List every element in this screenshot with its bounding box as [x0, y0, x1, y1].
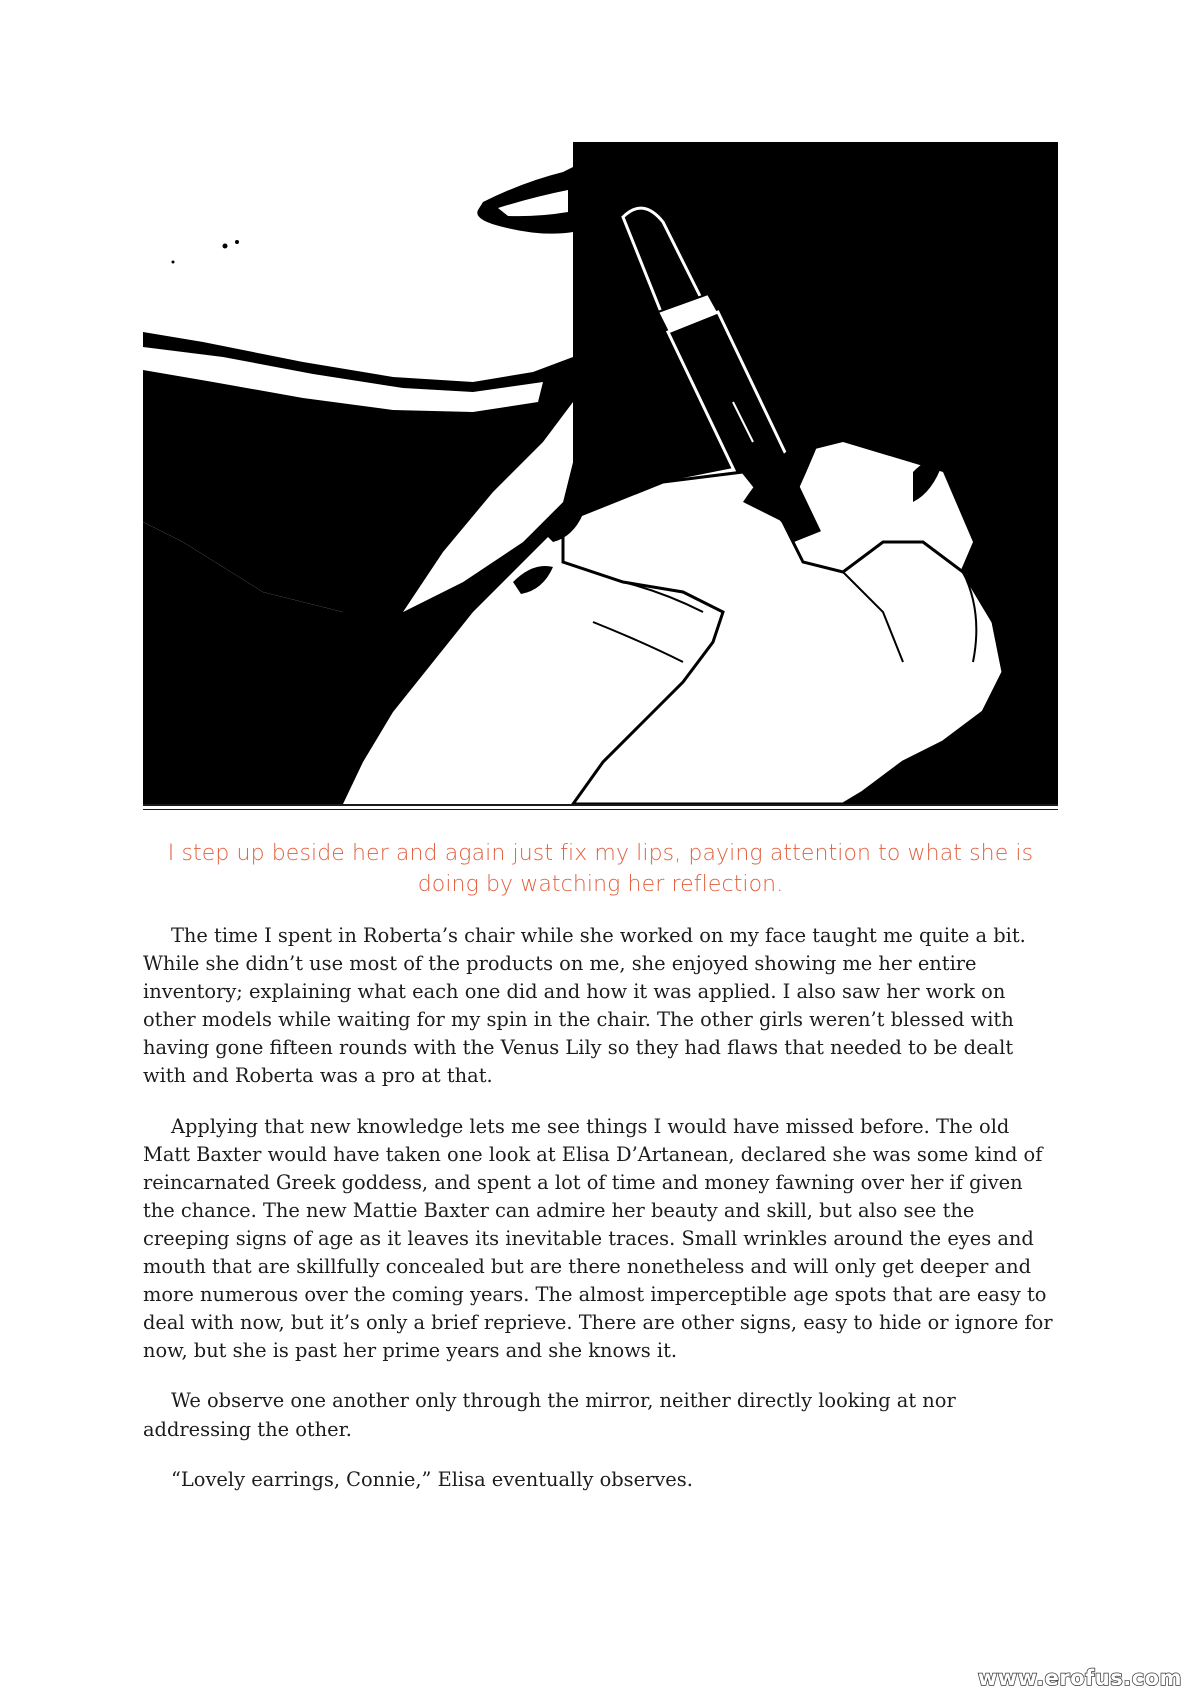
paragraph: “Lovely earrings, Connie,” Elisa eventually observes.: [171, 1467, 693, 1491]
watermark: www.erofus.com: [977, 1666, 1182, 1690]
caption: I step up beside her and again just fix my lips, paying attention to what she is doing by watching her reflection.: [167, 841, 1034, 897]
nail-ring: [513, 566, 553, 594]
paragraph: We observe one another only through the mirror, neither directly looking at nor addressing the other.: [143, 1389, 956, 1441]
illustration-border: [143, 804, 1058, 806]
illustration-border-thin: [143, 809, 1058, 810]
paragraph: Applying that new knowledge lets me see things I would have missed before. The old Matt Baxter would have taken one look at Elisa D’Artanean, declared she was some kind of reincarnated Greek goddess, and spent a lot of time and money fawning over her if given the chance. The new Mattie Baxter can admire her beauty and skill, but also see the creeping signs of age as it leaves its inevitable traces. Small wrinkles around the eyes and mouth that are skillfully concealed but are there nonetheless and will only get deeper and more numerous over the coming years. The almost imperceptible age spots that are easy to deal with now, but it’s only a brief reprieve. There are other signs, easy to hide or ignore for now, but she is past her prime years and she knows it.: [143, 1114, 1053, 1363]
paragraph: The time I spent in Roberta’s chair while she worked on my face taught me quite a bit. While she didn’t use most of the products on me, she enjoyed showing me her entire inventory; explaining what each one did and how it was applied. I also saw her work on other models while waiting for my spin in the chair. The other girls weren’t blessed with having gone fifteen rounds with the Venus Lily so they had flaws that needed to be dealt with and Roberta was a pro at that.: [143, 924, 1026, 1088]
nail-index: [913, 459, 943, 502]
story-text: [143, 922, 1058, 1516]
lipstick-illustration: [143, 142, 1058, 804]
